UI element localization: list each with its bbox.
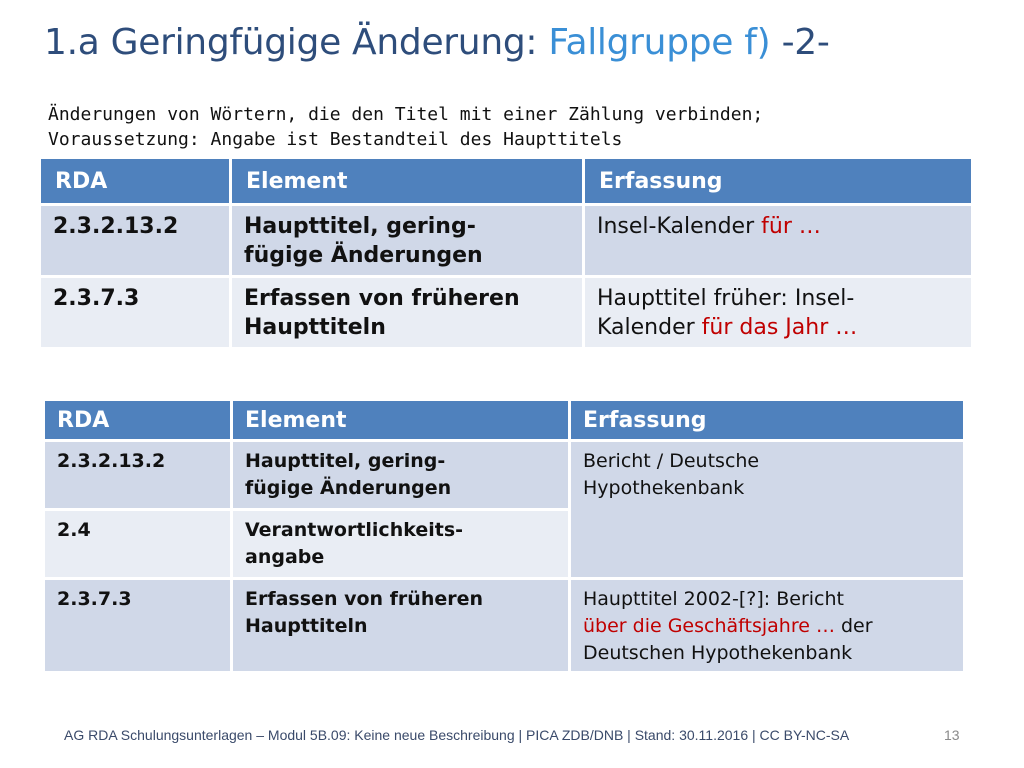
cell-element	[232, 206, 582, 275]
element-line: Erfassen von früheren	[245, 588, 484, 610]
cell-element	[233, 442, 568, 508]
rda-table-2	[42, 398, 966, 674]
cell-rda: 2.3.7.3	[45, 580, 230, 671]
element-line: Haupttitel, gering-	[244, 214, 476, 239]
page-number: 13	[944, 727, 960, 743]
slide-title	[44, 22, 830, 63]
cell-element	[232, 278, 582, 347]
element-line: angabe	[245, 546, 325, 568]
header-element: Element	[233, 401, 568, 439]
cell-erfassung	[571, 442, 963, 577]
header-erfassung: Erfassung	[585, 159, 971, 203]
header-rda: RDA	[41, 159, 229, 203]
header-element: Element	[232, 159, 582, 203]
header-erfassung: Erfassung	[571, 401, 963, 439]
subtitle-line-2: Voraussetzung: Angabe ist Bestandteil des Haupttitels	[48, 129, 623, 150]
cell-erfassung	[585, 278, 971, 347]
erfassung-highlight: über die Geschäftsjahre …	[583, 615, 835, 637]
table-header-row	[41, 159, 971, 203]
erfassung-text: Insel-Kalender	[597, 214, 762, 239]
slide-subtitle	[48, 102, 763, 152]
erfassung-line: Deutschen Hypothekenbank	[583, 642, 853, 664]
cell-rda: 2.3.2.13.2	[45, 442, 230, 508]
erfassung-line	[597, 313, 959, 342]
erfassung-text: der	[834, 615, 873, 637]
erfassung-line: Haupttitel früher: Insel-	[597, 286, 855, 311]
element-line: Verantwortlichkeits-	[245, 519, 464, 541]
element-line: fügige Änderungen	[245, 477, 452, 499]
cell-erfassung	[571, 580, 963, 671]
table-header-row	[45, 401, 963, 439]
table-row	[41, 206, 971, 275]
erfassung-highlight: für das Jahr …	[701, 315, 858, 340]
table-row	[45, 580, 963, 671]
footer-text: AG RDA Schulungsunterlagen – Modul 5B.09: Keine neue Beschreibung | PICA ZDB/DNB | Stand: 30.11.2016 | CC BY-NC-SA	[64, 727, 850, 743]
cell-element	[233, 580, 568, 671]
title-main: 1.a Geringfügige Änderung:	[44, 22, 549, 63]
erfassung-text: Kalender	[597, 315, 702, 340]
title-accent: Fallgruppe f)	[548, 22, 771, 63]
rda-table-1	[38, 156, 974, 350]
erfassung-line: Bericht / Deutsche	[583, 450, 760, 472]
erfassung-highlight: für …	[761, 214, 821, 239]
cell-erfassung	[585, 206, 971, 275]
title-suffix: -2-	[770, 22, 830, 63]
erfassung-line	[583, 613, 951, 640]
element-line: Haupttiteln	[244, 315, 386, 340]
cell-rda: 2.3.7.3	[41, 278, 229, 347]
element-line: Haupttitel, gering-	[245, 450, 446, 472]
erfassung-line: Hypothekenbank	[583, 477, 745, 499]
header-rda: RDA	[45, 401, 230, 439]
element-line: fügige Änderungen	[244, 243, 483, 268]
subtitle-line-1: Änderungen von Wörtern, die den Titel mit einer Zählung verbinden;	[48, 104, 764, 125]
table-row	[45, 442, 963, 508]
cell-element	[233, 511, 568, 577]
element-line: Haupttiteln	[245, 615, 368, 637]
element-line: Erfassen von früheren	[244, 286, 520, 311]
cell-rda: 2.4	[45, 511, 230, 577]
erfassung-line: Haupttitel 2002-[?]: Bericht	[583, 588, 844, 610]
table-row	[41, 278, 971, 347]
cell-rda: 2.3.2.13.2	[41, 206, 229, 275]
